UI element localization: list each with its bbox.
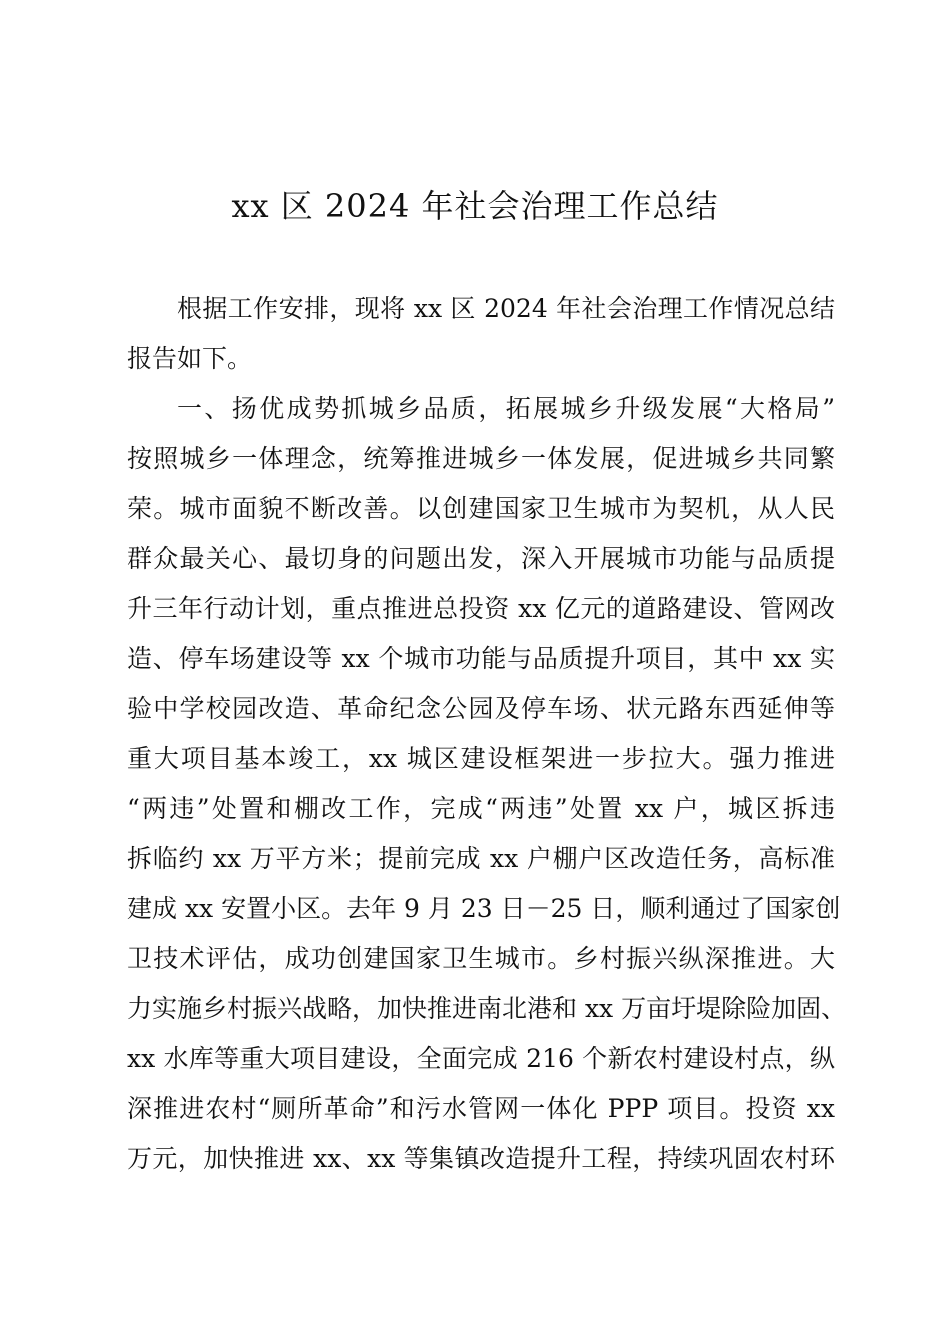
paragraph-line: 按照城乡一体理念，统筹推进城乡一体发展，促进城乡共同繁 bbox=[127, 444, 835, 473]
paragraph-line: 卫技术评估，成功创建国家卫生城市。乡村振兴纵深推进。大 bbox=[127, 944, 835, 973]
paragraph-line: 报告如下。 bbox=[127, 344, 253, 373]
paragraph-line: 深推进农村“厕所革命”和污水管网一体化 PPP 项目。投资 xx bbox=[127, 1094, 835, 1123]
paragraph-line: 验中学校园改造、革命纪念公园及停车场、状元路东西延伸等 bbox=[127, 694, 835, 723]
paragraph-line: 建成 xx 安置小区。去年 9 月 23 日－25 日，顺利通过了国家创 bbox=[127, 894, 841, 923]
paragraph-line: “两违”处置和棚改工作，完成“两违”处置 xx 户，城区拆违 bbox=[127, 794, 835, 823]
paragraph-line: 力实施乡村振兴战略，加快推进南北港和 xx 万亩圩堤除险加固、 bbox=[127, 994, 847, 1023]
paragraph-line: xx 水库等重大项目建设，全面完成 216 个新农村建设村点，纵 bbox=[127, 1044, 835, 1073]
paragraph-line: 升三年行动计划，重点推进总投资 xx 亿元的道路建设、管网改 bbox=[127, 594, 835, 623]
paragraph-line: 根据工作安排，现将 xx 区 2024 年社会治理工作情况总结 bbox=[177, 294, 835, 323]
document-title: xx 区 2024 年社会治理工作总结 bbox=[231, 187, 719, 225]
document-body bbox=[127, 284, 847, 1184]
paragraph-line: 群众最关心、最切身的问题出发，深入开展城市功能与品质提 bbox=[127, 544, 835, 573]
paragraph-line: 重大项目基本竣工，xx 城区建设框架进一步拉大。强力推进 bbox=[127, 744, 835, 773]
paragraph-line: 荣。城市面貌不断改善。以创建国家卫生城市为契机，从人民 bbox=[127, 494, 835, 523]
paragraph-line: 万元，加快推进 xx、xx 等集镇改造提升工程，持续巩固农村环 bbox=[127, 1144, 835, 1173]
section-heading-line: 一、扬优成势抓城乡品质，拓展城乡升级发展“大格局” bbox=[177, 394, 835, 423]
paragraph-line: 拆临约 xx 万平方米；提前完成 xx 户棚户区改造任务，高标准 bbox=[127, 844, 835, 873]
paragraph-line: 造、停车场建设等 xx 个城市功能与品质提升项目，其中 xx 实 bbox=[127, 644, 835, 673]
